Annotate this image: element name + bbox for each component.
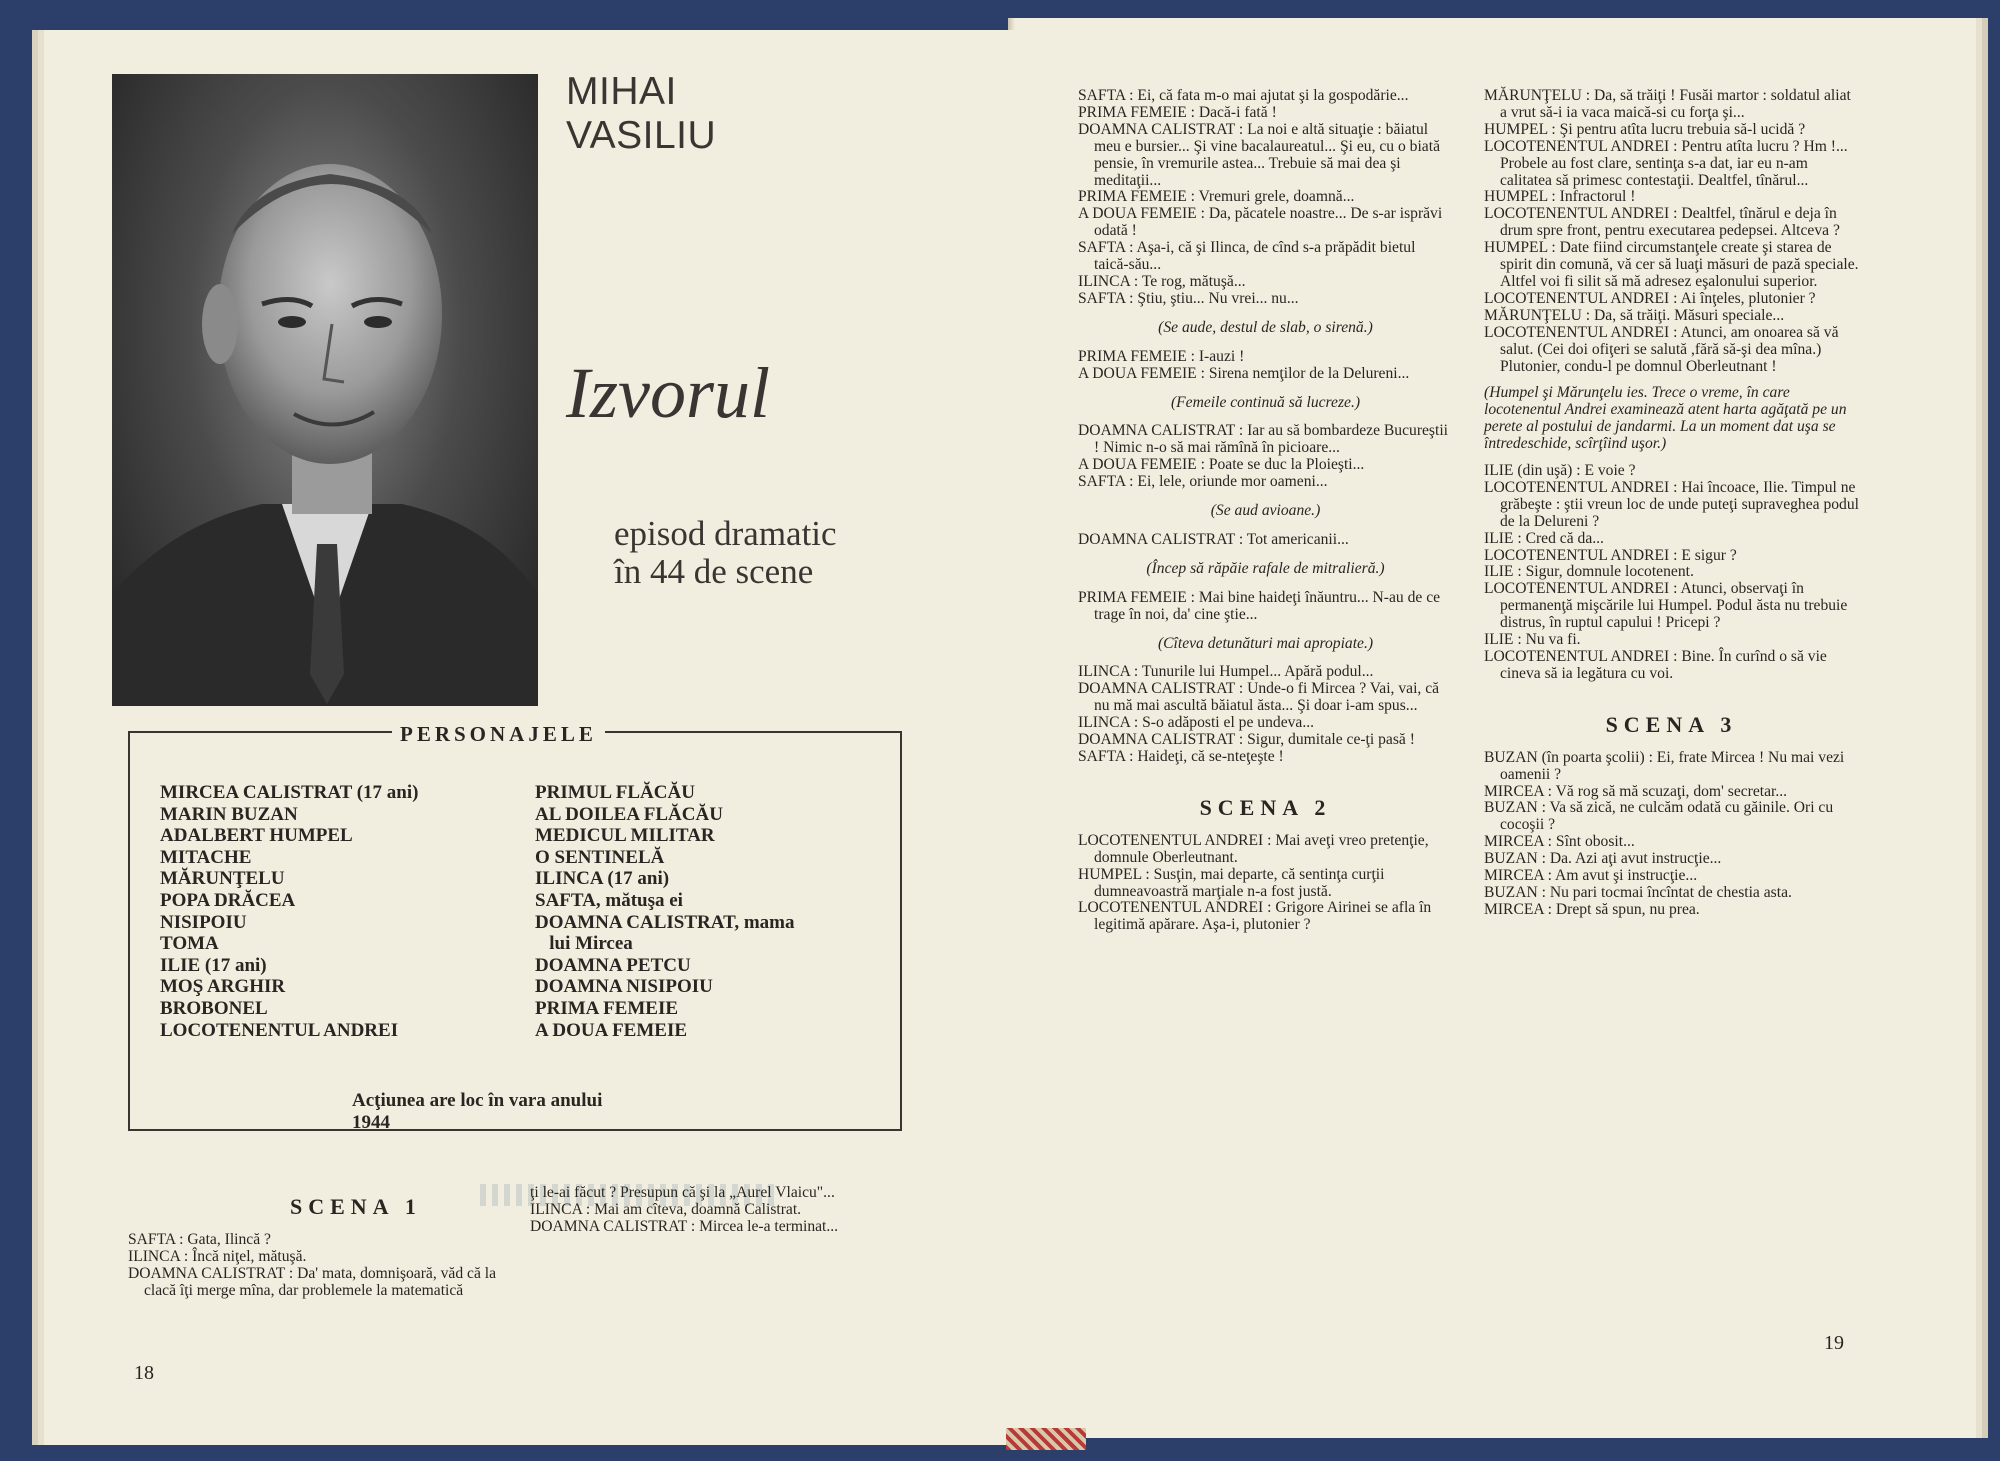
cast-member: SAFTA, mătuşa ei (535, 889, 683, 911)
dialogue-line: LOCOTENENTUL ANDREI : Pentru atîta lucru ? Hm !... Probele au fost clare, sentinţa s-a dat, iar eu n-am calitatea să primesc contestaţii. Dealtfel, tînărul... (1484, 137, 1848, 189)
dialogue-line: BUZAN : Va să zică, ne culcăm odată cu găinile. Ori cu cocoşii ? (1484, 799, 1834, 834)
play-subtitle-line2: în 44 de scene (614, 552, 814, 591)
dialogue-line: ILIE : Sigur, domnule locotenent. (1484, 563, 1694, 581)
dialogue-line: DOAMNA CALISTRAT : Mircea le-a terminat... (530, 1217, 839, 1235)
cast-member: ILIE (17 ani) (160, 954, 267, 976)
setting-note-line1: Acţiunea are loc în vara anului (352, 1090, 603, 1111)
cast-list-column-2 (535, 782, 865, 1041)
stage-direction: (Se aud avioane.) (1210, 502, 1321, 520)
dialogue-line: MIRCEA : Drept să spun, nu prea. (1484, 900, 1700, 918)
cast-member: ADALBERT HUMPEL (160, 825, 353, 847)
scene-1-heading: SCENA 1 (290, 1194, 422, 1219)
cast-member: ILINCA (17 ani) (535, 868, 670, 890)
dialogue-line: HUMPEL : Şi pentru atîta lucru trebuia să-l ucidă ? (1484, 120, 1806, 138)
dialogue-line: SAFTA : Aşa-i, că şi Ilinca, de cînd s-a prăpădit bietul taică-său... (1078, 239, 1416, 274)
dialogue-line: HUMPEL : Susţin, mai departe, că sentinţa curţii dumneavoastră marţiale n-a fost justă. (1078, 865, 1385, 900)
dialogue-line: ILINCA : Încă niţel, mătuşă. (128, 1247, 307, 1265)
dialogue-line: DOAMNA CALISTRAT : Iar au să bombardeze Bucureştii ! Nimic n-o să mai rămînă în picioare... (1078, 422, 1448, 457)
dialogue-line: A DOUA FEMEIE : Poate se duc la Ploieşti... (1078, 456, 1365, 474)
cast-member: PRIMUL FLĂCĂU (535, 782, 695, 803)
dialogue-line: LOCOTENENTUL ANDREI : Dealtfel, tînărul e deja în drum spre front, pentru executarea pedepsei. Altceva ? (1484, 205, 1840, 240)
author-first-name: MIHAI (566, 70, 677, 113)
cast-list-column-1 (160, 782, 480, 1041)
cast-member: MĂRUNŢELU (160, 868, 285, 890)
scene-2-heading: SCENA 2 (1199, 794, 1332, 820)
dialogue-line: LOCOTENENTUL ANDREI : Ai înţeles, plutonier ? (1484, 289, 1816, 307)
cast-member: LOCOTENENTUL ANDREI (160, 1019, 399, 1041)
dialogue-line: ILIE : Nu va fi. (1484, 631, 1581, 649)
dialogue-line: LOCOTENENTUL ANDREI : Grigore Airinei se afla în legitimă apărare. Aşa-i, plutonier ? (1078, 899, 1432, 934)
stage-direction: (Încep să răpăie rafale de mitralieră.) (1146, 559, 1385, 577)
dialogue-line: A DOUA FEMEIE : Sirena nemţilor de la Delureni... (1078, 364, 1410, 382)
dialogue-line: DOAMNA CALISTRAT : Sigur, dumitale ce-ţi pasă ! (1078, 731, 1415, 749)
dialogue-line: HUMPEL : Date fiind circumstanţele create şi starea de spirit din comună, vă cer să luaţi măsuri de pază speciale. Altfel voi fi silit să mă adresez eşalonului superior. (1484, 239, 1859, 290)
bookmark-ribbon (1006, 1428, 1086, 1450)
play-title: Izvorul (566, 353, 770, 433)
dialogue-line: MIRCEA : Am avut şi instrucţie... (1484, 867, 1698, 885)
dialogue-line: SAFTA : Ei, lele, oriunde mor oameni... (1078, 473, 1328, 491)
dialogue-line: ILIE : Cred că da... (1484, 529, 1604, 547)
cast-member: MEDICUL MILITAR (535, 825, 715, 847)
dialogue-line: DOAMNA CALISTRAT : Unde-o fi Mircea ? Vai, vai, că nu mă mai ascultă băiatul ăsta... Şi doar i-am spus... (1078, 680, 1440, 715)
cast-member: lui Mircea (535, 933, 633, 955)
dialogue-line: LOCOTENENTUL ANDREI : Atunci, observaţi în permanenţă mişcările lui Humpel. Podul ăsta nu trebuie distrus, în ruptul capului ! Pricepi ? (1484, 580, 1848, 632)
left-scene1-column-1 (128, 1232, 512, 1300)
dialogue-line: PRIMA FEMEIE : Dacă-i fată ! (1078, 103, 1277, 121)
cast-member: POPA DRĂCEA (160, 889, 296, 911)
cast-member: MARIN BUZAN (160, 803, 298, 825)
cast-member: AL DOILEA FLĂCĂU (535, 803, 723, 825)
dialogue-line: DOAMNA CALISTRAT : Da' mata, domnişoară, văd că la clacă îţi merge mîna, dar problemele la matematică (128, 1264, 497, 1299)
dialogue-line: DOAMNA CALISTRAT : Tot americanii... (1078, 530, 1349, 548)
cast-member: DOAMNA NISIPOIU (535, 976, 713, 998)
dialogue-line: LOCOTENENTUL ANDREI : Atunci, am onoarea să vă salut. (Cei doi ofiţeri se salută ,fără să-şi dea mîna.) Plutonier, condu-l pe domnul Oberleutnant ! (1484, 323, 1839, 375)
dialogue-line: ILINCA : S-o adăposti el pe undeva... (1078, 714, 1315, 732)
dialogue-line: DOAMNA CALISTRAT : La noi e altă situaţie : băiatul meu e bursier... Şi vine bacalaureatul... Şi eu, cu o biată pensie, în vremurile astea... Trebuie să mai dea şi meditaţii... (1078, 120, 1440, 189)
dialogue-line: SAFTA : Ei, că fata m-o mai ajutat şi la gospodărie... (1078, 87, 1409, 104)
author-portrait-photo (112, 74, 538, 706)
stage-direction: (Femeile continuă să lucreze.) (1170, 393, 1361, 411)
dialogue-line: SAFTA : Ştiu, ştiu... Nu vrei... nu... (1078, 289, 1299, 307)
dialogue-line: LOCOTENENTUL ANDREI : Hai încoace, Ilie. Timpul ne grăbeşte : ştii vreun loc de unde puteţi supraveghea podul de la Delureni ? (1484, 478, 1859, 530)
dialogue-line: PRIMA FEMEIE : Vremuri grele, doamnă... (1078, 188, 1355, 206)
play-subtitle-line1: episod dramatic (614, 514, 837, 553)
stage-direction: (Humpel şi Mărunţelu ies. Trece o vreme, în care locotenentul Andrei examinează atent harta agăţată pe un perete al postului de jandarmi. La un moment dat uşa se întredeschide, scîrţîind uşor.) (1484, 384, 1847, 453)
dialogue-line: ILIE (din uşă) : E voie ? (1484, 462, 1636, 480)
setting-note-line2: 1944 (352, 1112, 390, 1133)
dialogue-line: MĂRUNŢELU : Da, să trăiţi ! Fusăi martor : soldatul aliat a vrut să-i ia vaca maică-si cu forţa şi... (1484, 87, 1851, 121)
dialogue-line: BUZAN : Da. Azi aţi avut instrucţie... (1484, 850, 1722, 868)
cast-member: A DOUA FEMEIE (535, 1019, 688, 1041)
cast-member: PRIMA FEMEIE (535, 997, 679, 1019)
dialogue-line: HUMPEL : Infractorul ! (1484, 188, 1636, 206)
page-number-left: 18 (134, 1362, 154, 1384)
stage-direction: (Se aude, destul de slab, o sirenă.) (1158, 318, 1373, 336)
dialogue-line: LOCOTENENTUL ANDREI : E sigur ? (1484, 546, 1737, 564)
right-page-column-1 (1078, 88, 1453, 934)
dialogue-line: PRIMA FEMEIE : I-auzi ! (1078, 347, 1245, 365)
cast-member: O SENTINELĂ (535, 846, 665, 868)
right-page-column-2 (1484, 88, 1859, 919)
scene-3-heading: SCENA 3 (1605, 711, 1738, 737)
dialogue-line: ILINCA : Mai am cîteva, doamnă Calistrat. (530, 1200, 802, 1218)
portrait-illustration (112, 74, 538, 706)
dialogue-line: BUZAN : Nu pari tocmai încîntat de chestia asta. (1484, 883, 1792, 901)
dialogue-line: ILINCA : Tunurile lui Humpel... Apără podul... (1078, 663, 1374, 681)
cast-member: DOAMNA CALISTRAT, mama (535, 911, 795, 933)
dialogue-line: ţi le-ai făcut ? Presupun că şi la „Aurel Vlaicu"... (530, 1184, 835, 1201)
dialogue-line: SAFTA : Haideţi, că se-nteţeşte ! (1078, 748, 1284, 765)
dialogue-line: MIRCEA : Vă rog să mă scuzaţi, dom' secretar... (1484, 782, 1788, 800)
cast-list-heading: PERSONAJELE (392, 722, 605, 747)
dialogue-line: SAFTA : Gata, Ilincă ? (128, 1231, 271, 1248)
setting-note (352, 1090, 672, 1134)
author-last-name: VASILIU (566, 114, 717, 157)
dialogue-line: LOCOTENENTUL ANDREI : Bine. În curînd o să vie cineva să ia legătura cu voi. (1484, 648, 1827, 682)
dialogue-line: BUZAN (în poarta şcolii) : Ei, frate Mircea ! Nu mai vezi oamenii ? (1484, 748, 1845, 783)
page-number-right: 19 (1824, 1332, 1844, 1354)
dialogue-line: MĂRUNŢELU : Da, să trăiţi. Măsuri speciale... (1484, 306, 1785, 324)
dialogue-line: LOCOTENENTUL ANDREI : Mai aveţi vreo pretenţie, domnule Oberleutnant. (1078, 831, 1429, 866)
cast-member: NISIPOIU (160, 911, 247, 933)
dialogue-line: ILINCA : Te rog, mătuşă... (1078, 272, 1246, 290)
cast-member: MIRCEA CALISTRAT (17 ani) (160, 782, 419, 803)
stage-direction: (Cîteva detunături mai apropiate.) (1157, 634, 1374, 652)
cast-member: DOAMNA PETCU (535, 954, 691, 976)
cast-member: BROBONEL (160, 997, 268, 1019)
cast-member: MOŞ ARGHIR (160, 976, 286, 998)
cast-member: MITACHE (160, 846, 252, 868)
left-scene1-column-2 (530, 1185, 880, 1236)
dialogue-line: PRIMA FEMEIE : Mai bine haideţi înăuntru... N-au de ce trage în noi, da' cine ştie... (1078, 588, 1441, 623)
dialogue-line: MIRCEA : Sînt obosit... (1484, 833, 1635, 851)
cast-member: TOMA (160, 933, 219, 955)
dialogue-line: A DOUA FEMEIE : Da, păcatele noastre... De s-ar isprăvi odată ! (1078, 205, 1443, 240)
